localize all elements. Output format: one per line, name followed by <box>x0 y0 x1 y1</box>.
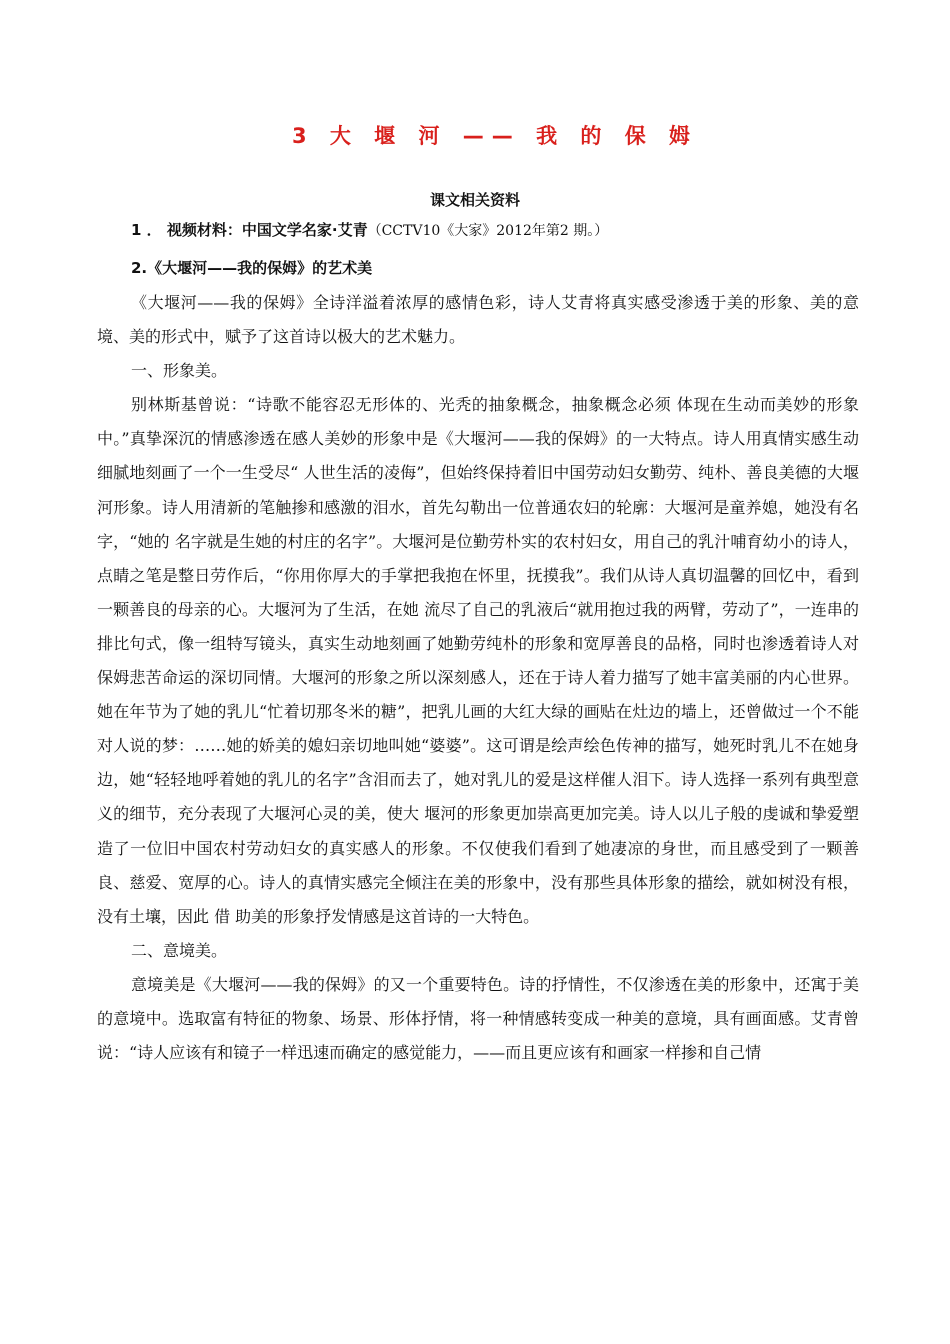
paragraph-mood-beauty: 意境美是《大堰河——我的保姆》的又一个重要特色。诗的抒情性，不仅渗透在美的形象中，还寓于美的意境中。选取富有特征的物象、场景、形体抒情，将一种情感转变成一种美的意境，具有画面感。艾青曾说：“诗人应该有和镜子一样迅速而确定的感觉能力，——而且更应该有和画家一样掺和自己情 <box>97 974 859 1063</box>
item-video-material-label: 1 ． 视频材料：中国文学名家·艾青 <box>131 221 368 239</box>
paragraph-image-beauty: 别林斯基曾说：“诗歌不能容忍无形体的、光秃的抽象概念，抽象概念必须 体现在生动而美妙的形象中。”真挚深沉的情感渗透在感人美妙的形象中是《大堰河——我的保姆》的一大特点。诗人用真情实感生动细腻地刻画了一个一生受尽“ 人世生活的凌侮”，但始终保持着旧中国劳动妇女勤劳、纯朴、善良美德的大堰河形象。诗人用清新的笔触掺和感激的泪水，首先勾勒出一位普通农妇的轮廓：大堰河是童养媳，她没有名字，“她的 名字就是生她的村庄的名字”。大堰河是位勤劳朴实的农村妇女，用自己的乳汁哺育幼小的诗人，点睛之笔是整日劳作后，“你用你厚大的手掌把我抱在怀里，抚摸我”。我们从诗人真切温馨的回忆中，看到一颗善良的母亲的心。大堰河为了生活，在她 流尽了自己的乳液后“就用抱过我的两臂，劳动了”，一连串的排比句式，像一组特写镜头，真实生动地刻画了她勤劳纯朴的形象和宽厚善良的品格，同时也渗透着诗人对保姆悲苦命运的深切同情。大堰河的形象之所以深刻感人，还在于诗人着力描写了她丰富美丽的内心世界。她在年节为了她的乳儿“忙着切那冬米的糖”，把乳儿画的大红大绿的画贴在灶边的墙上，还曾做过一个不能对人说的梦：……她的娇美的媳妇亲切地叫她“婆婆”。这可谓是绘声绘色传神的描写，她死时乳儿不在她身边，她“轻轻地呼着她的乳儿的名字”含泪而去了，她对乳儿的爱是这样催人泪下。诗人选择一系列有典型意义的细节，充分表现了大堰河心灵的美，使大 堰河的形象更加崇高更加完美。诗人以儿子般的虔诚和挚爱塑造了一位旧中国农村劳动妇女的真实感人的形象。不仅使我们看到了她凄凉的身世，而且感受到了一颗善良、慈爱、宽厚的心。诗人的真情实感完全倾注在美的形象中，没有那些具体形象的描绘，就如树没有根，没有土壤，因此 借 助美的形象抒发情感是这首诗的一大特色。 <box>97 395 859 926</box>
paragraph-intro: 《大堰河——我的保姆》全诗洋溢着浓厚的感情色彩，诗人艾青将真实感受渗透于美的形象、美的意境、美的形式中，赋予了这首诗以极大的艺术魅力。 <box>97 293 859 347</box>
item-video-material-source: （CCTV10《大家》2012年第2 期。） <box>367 223 609 239</box>
paragraph-heading-mood-beauty: 二、意境美。 <box>131 940 228 960</box>
section-subtitle: 课文相关资料 <box>429 191 520 209</box>
body-text <box>97 286 859 1070</box>
item-video-material <box>131 219 608 240</box>
page-title: 3 大 堰 河 —— 我 的 保 姆 <box>291 124 699 148</box>
paragraph-heading-image-beauty: 一、形象美。 <box>131 361 228 381</box>
item-art-beauty-heading: 2.《大堰河——我的保姆》的艺术美 <box>131 259 373 277</box>
